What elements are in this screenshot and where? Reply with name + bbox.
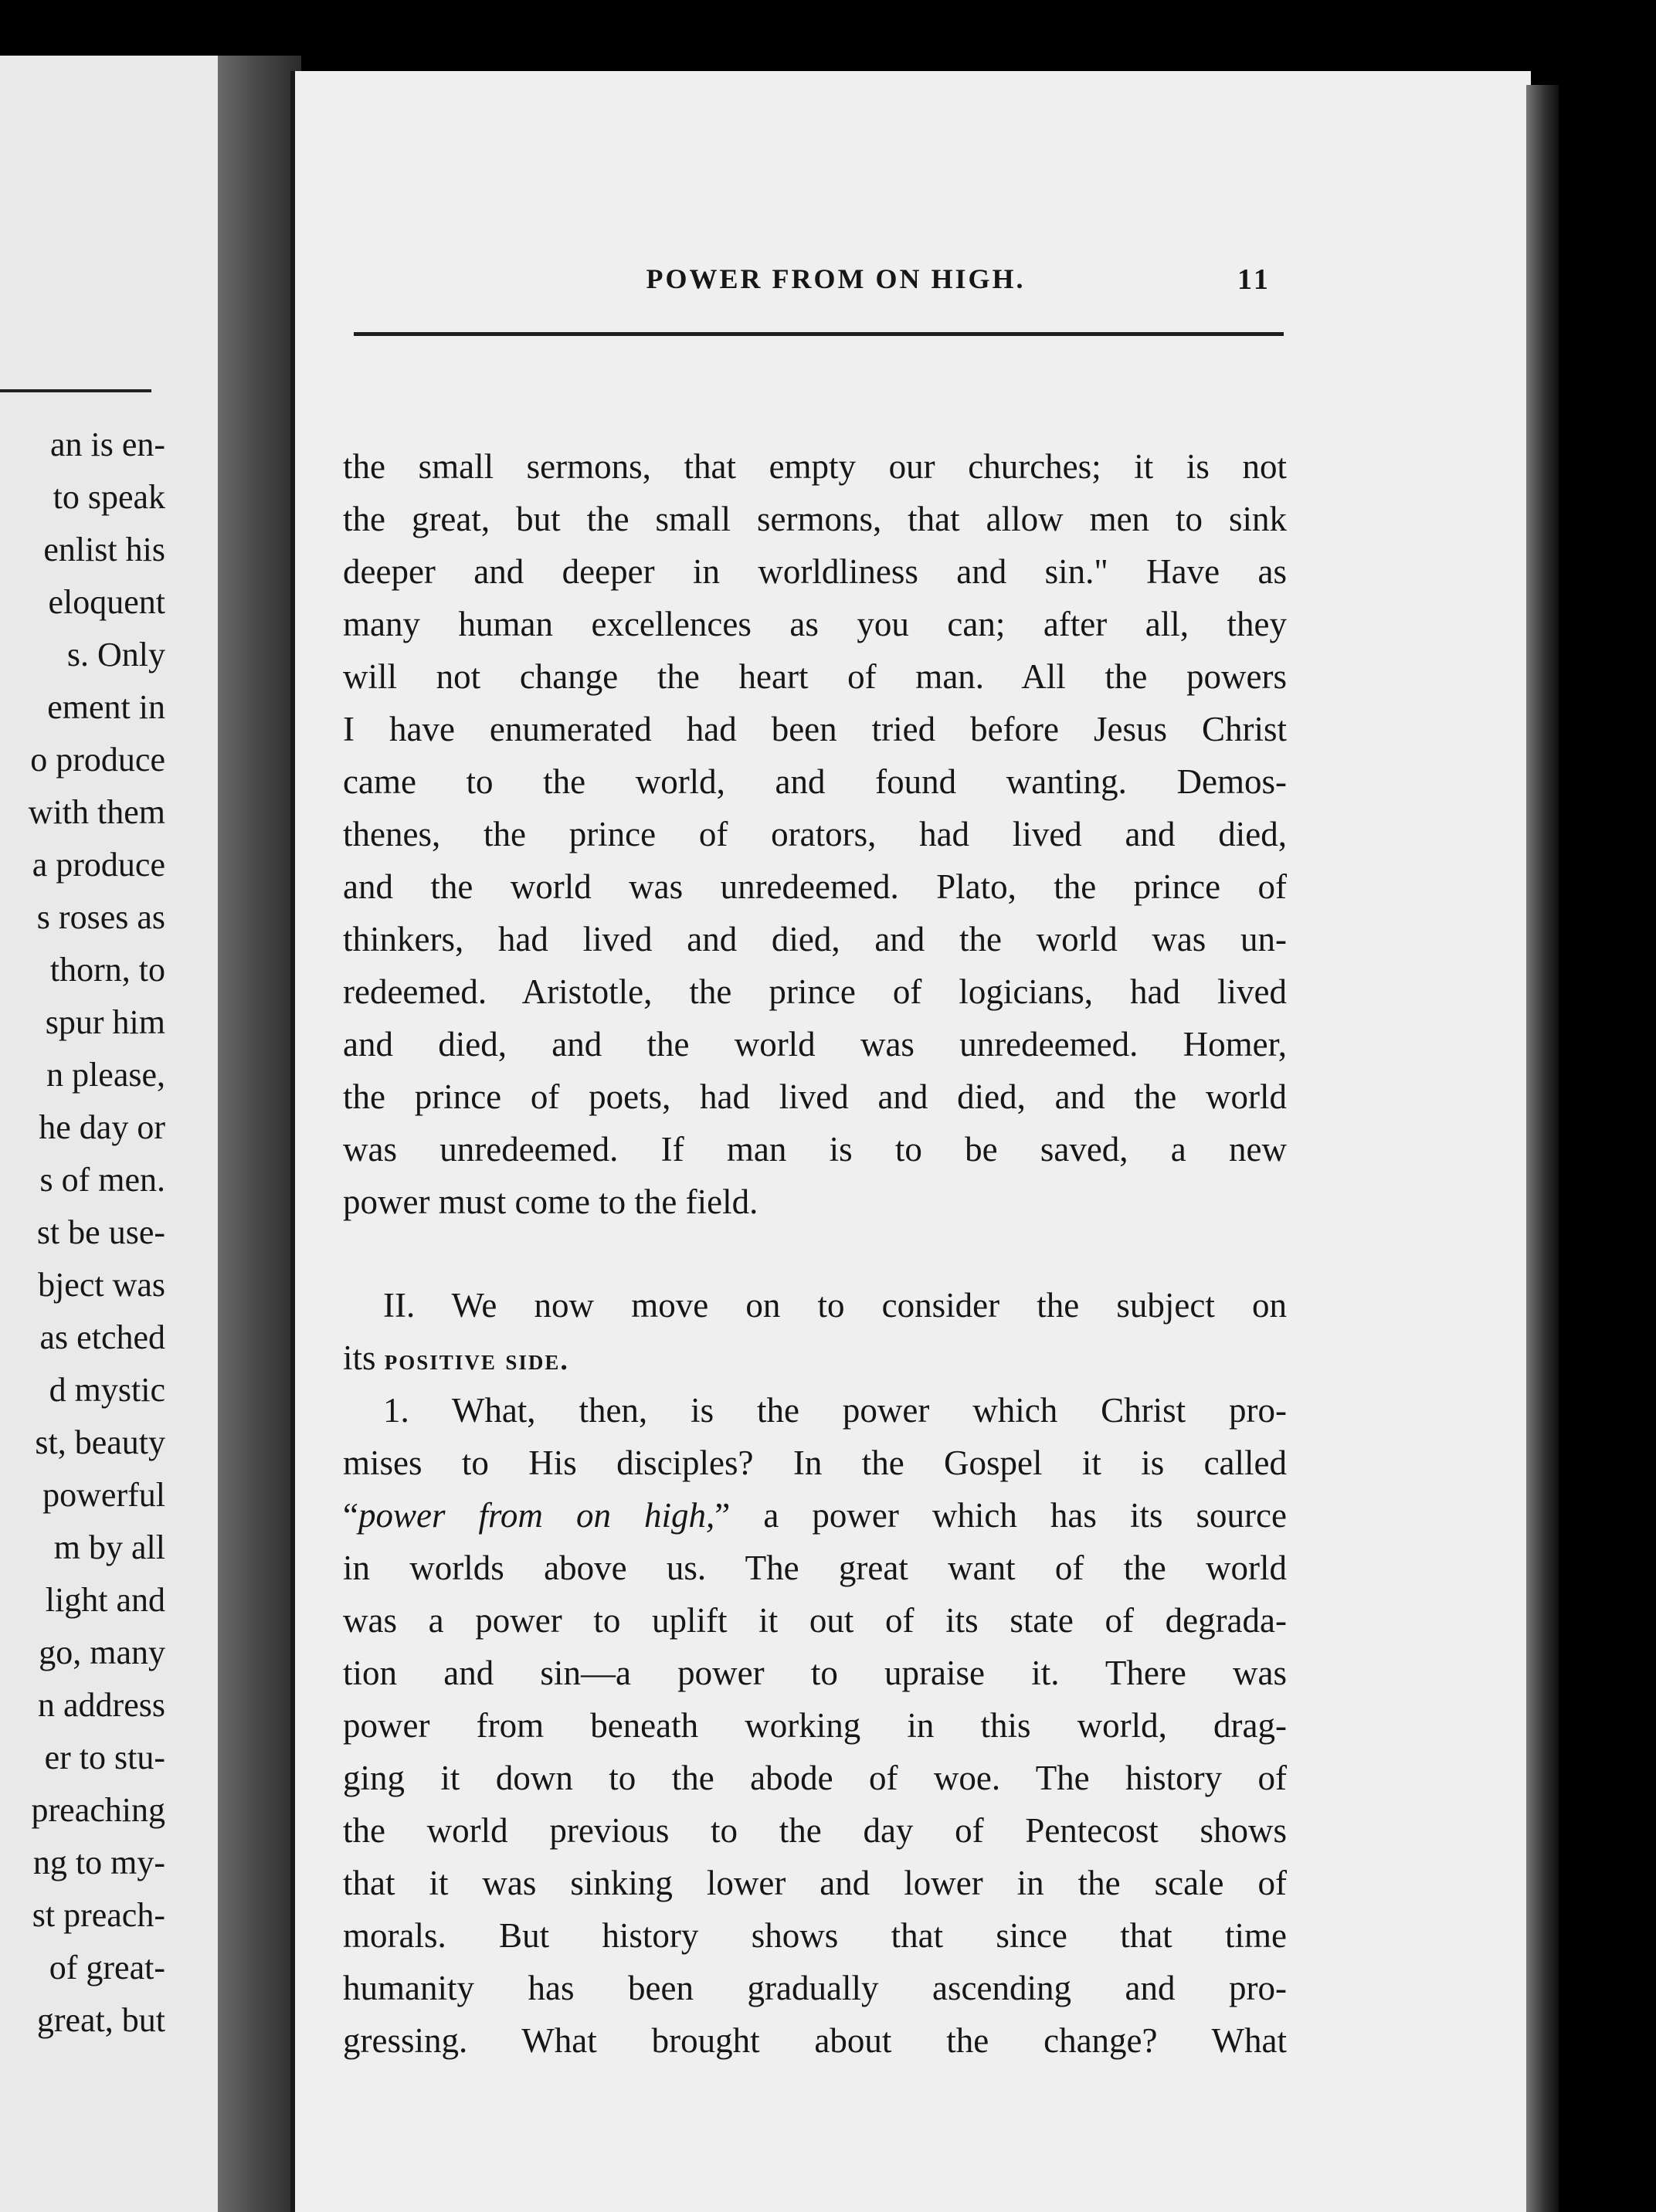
text-line: ging it down to the abode of woe. The history of (343, 1759, 1287, 1797)
text-line: and the world was unredeemed. Plato, the prince of (343, 867, 1287, 906)
running-head: POWER FROM ON HIGH. (646, 263, 1026, 294)
left-line: er to stu- (44, 1739, 165, 1776)
text-line: redeemed. Aristotle, the prince of logicians, had lived (343, 972, 1287, 1011)
left-line: eloquent (48, 583, 165, 621)
text-line: was a power to uplift it out of its state of degrada- (343, 1601, 1287, 1640)
left-line: of great- (49, 1949, 165, 1986)
left-line: st preach- (32, 1896, 165, 1934)
left-line: light and (45, 1581, 165, 1619)
text-line: came to the world, and found wanting. Demos- (343, 762, 1287, 801)
section-heading-line: II. We now move on to consider the subject on (383, 1286, 1287, 1325)
left-line: thorn, to (49, 951, 165, 989)
text-span: its (343, 1338, 385, 1377)
left-header-rule (0, 389, 151, 392)
left-line: preaching (31, 1791, 165, 1829)
text-line: the great, but the small sermons, that allow men to sink (343, 500, 1287, 538)
left-line: m by all (53, 1528, 165, 1566)
left-line: an is en- (49, 426, 165, 463)
positive-side-smallcaps: positive side. (384, 1344, 569, 1376)
text-line: thinkers, had lived and died, and the world was un- (343, 920, 1287, 958)
text-line (343, 1489, 1287, 1542)
text-line: the prince of poets, had lived and died, and the world (343, 1077, 1287, 1116)
text-line: the small sermons, that empty our churches; it is not (343, 447, 1287, 486)
left-line: n please, (46, 1056, 165, 1094)
left-line: he day or (39, 1108, 165, 1146)
text-line: morals. But history shows that since that time (343, 1916, 1287, 1955)
text-line: I have enumerated had been tried before Jesus Christ (343, 710, 1287, 748)
body-text (343, 440, 1287, 2067)
left-line: ng to my- (32, 1844, 165, 1881)
left-line: enlist his (43, 531, 165, 568)
section-heading-line (343, 1332, 1287, 1384)
book-gutter (218, 56, 301, 2212)
left-line: n address (38, 1686, 165, 1724)
text-line: power must come to the field. (343, 1182, 758, 1221)
text-line: gressing. What brought about the change? What (343, 2021, 1287, 2060)
left-line: bject was (38, 1266, 165, 1304)
header-rule (354, 332, 1284, 336)
left-line: to speak (53, 478, 165, 516)
page-edge (1526, 85, 1559, 2212)
text-line: in worlds above us. The great want of the world (343, 1549, 1287, 1587)
text-line: tion and sin—a power to upraise it. There was (343, 1654, 1287, 1692)
text-line: power from beneath working in this world, drag- (343, 1706, 1287, 1745)
text-line: that it was sinking lower and lower in the scale of (343, 1864, 1287, 1902)
left-page (0, 56, 218, 2212)
text-line: mises to His disciples? In the Gospel it is called (343, 1444, 1287, 1482)
left-line: a produce (32, 846, 165, 884)
right-page (290, 71, 1531, 2212)
left-line: with them (28, 793, 165, 831)
text-line: and died, and the world was unredeemed. Homer, (343, 1025, 1287, 1064)
text-line: many human excellences as you can; after all, they (343, 605, 1287, 643)
left-line: ement in (47, 688, 165, 726)
left-line: as etched (39, 1318, 165, 1356)
text-line: humanity has been gradually ascending and pro- (343, 1969, 1287, 2007)
left-page-text (0, 419, 170, 2047)
paragraph-gap (343, 1228, 1287, 1279)
page-header (295, 263, 1531, 318)
left-line: spur him (45, 1003, 165, 1041)
text-span: ” a power which has its source (714, 1496, 1287, 1535)
italic-phrase: power from on high, (358, 1496, 715, 1535)
left-line: s. Only (66, 636, 165, 673)
text-line: 1. What, then, is the power which Christ pro- (383, 1391, 1287, 1430)
text-line: will not change the heart of man. All the powers (343, 657, 1287, 696)
left-line: great, but (36, 2001, 165, 2039)
left-line: d mystic (49, 1371, 165, 1409)
text-line: deeper and deeper in worldliness and sin." Have as (343, 552, 1287, 591)
left-line: o produce (30, 741, 165, 779)
page-number: 11 (1237, 263, 1271, 296)
left-line: powerful (42, 1476, 165, 1514)
left-line: st be use- (36, 1213, 165, 1251)
left-line: s roses as (36, 898, 165, 936)
text-line: was unredeemed. If man is to be saved, a new (343, 1130, 1287, 1169)
left-line: go, many (39, 1634, 165, 1671)
open-quote: “ (343, 1496, 358, 1535)
text-line: thenes, the prince of orators, had lived and died, (343, 815, 1287, 853)
left-line: s of men. (39, 1161, 165, 1199)
text-line: the world previous to the day of Pentecost shows (343, 1811, 1287, 1850)
left-line: st, beauty (35, 1423, 165, 1461)
